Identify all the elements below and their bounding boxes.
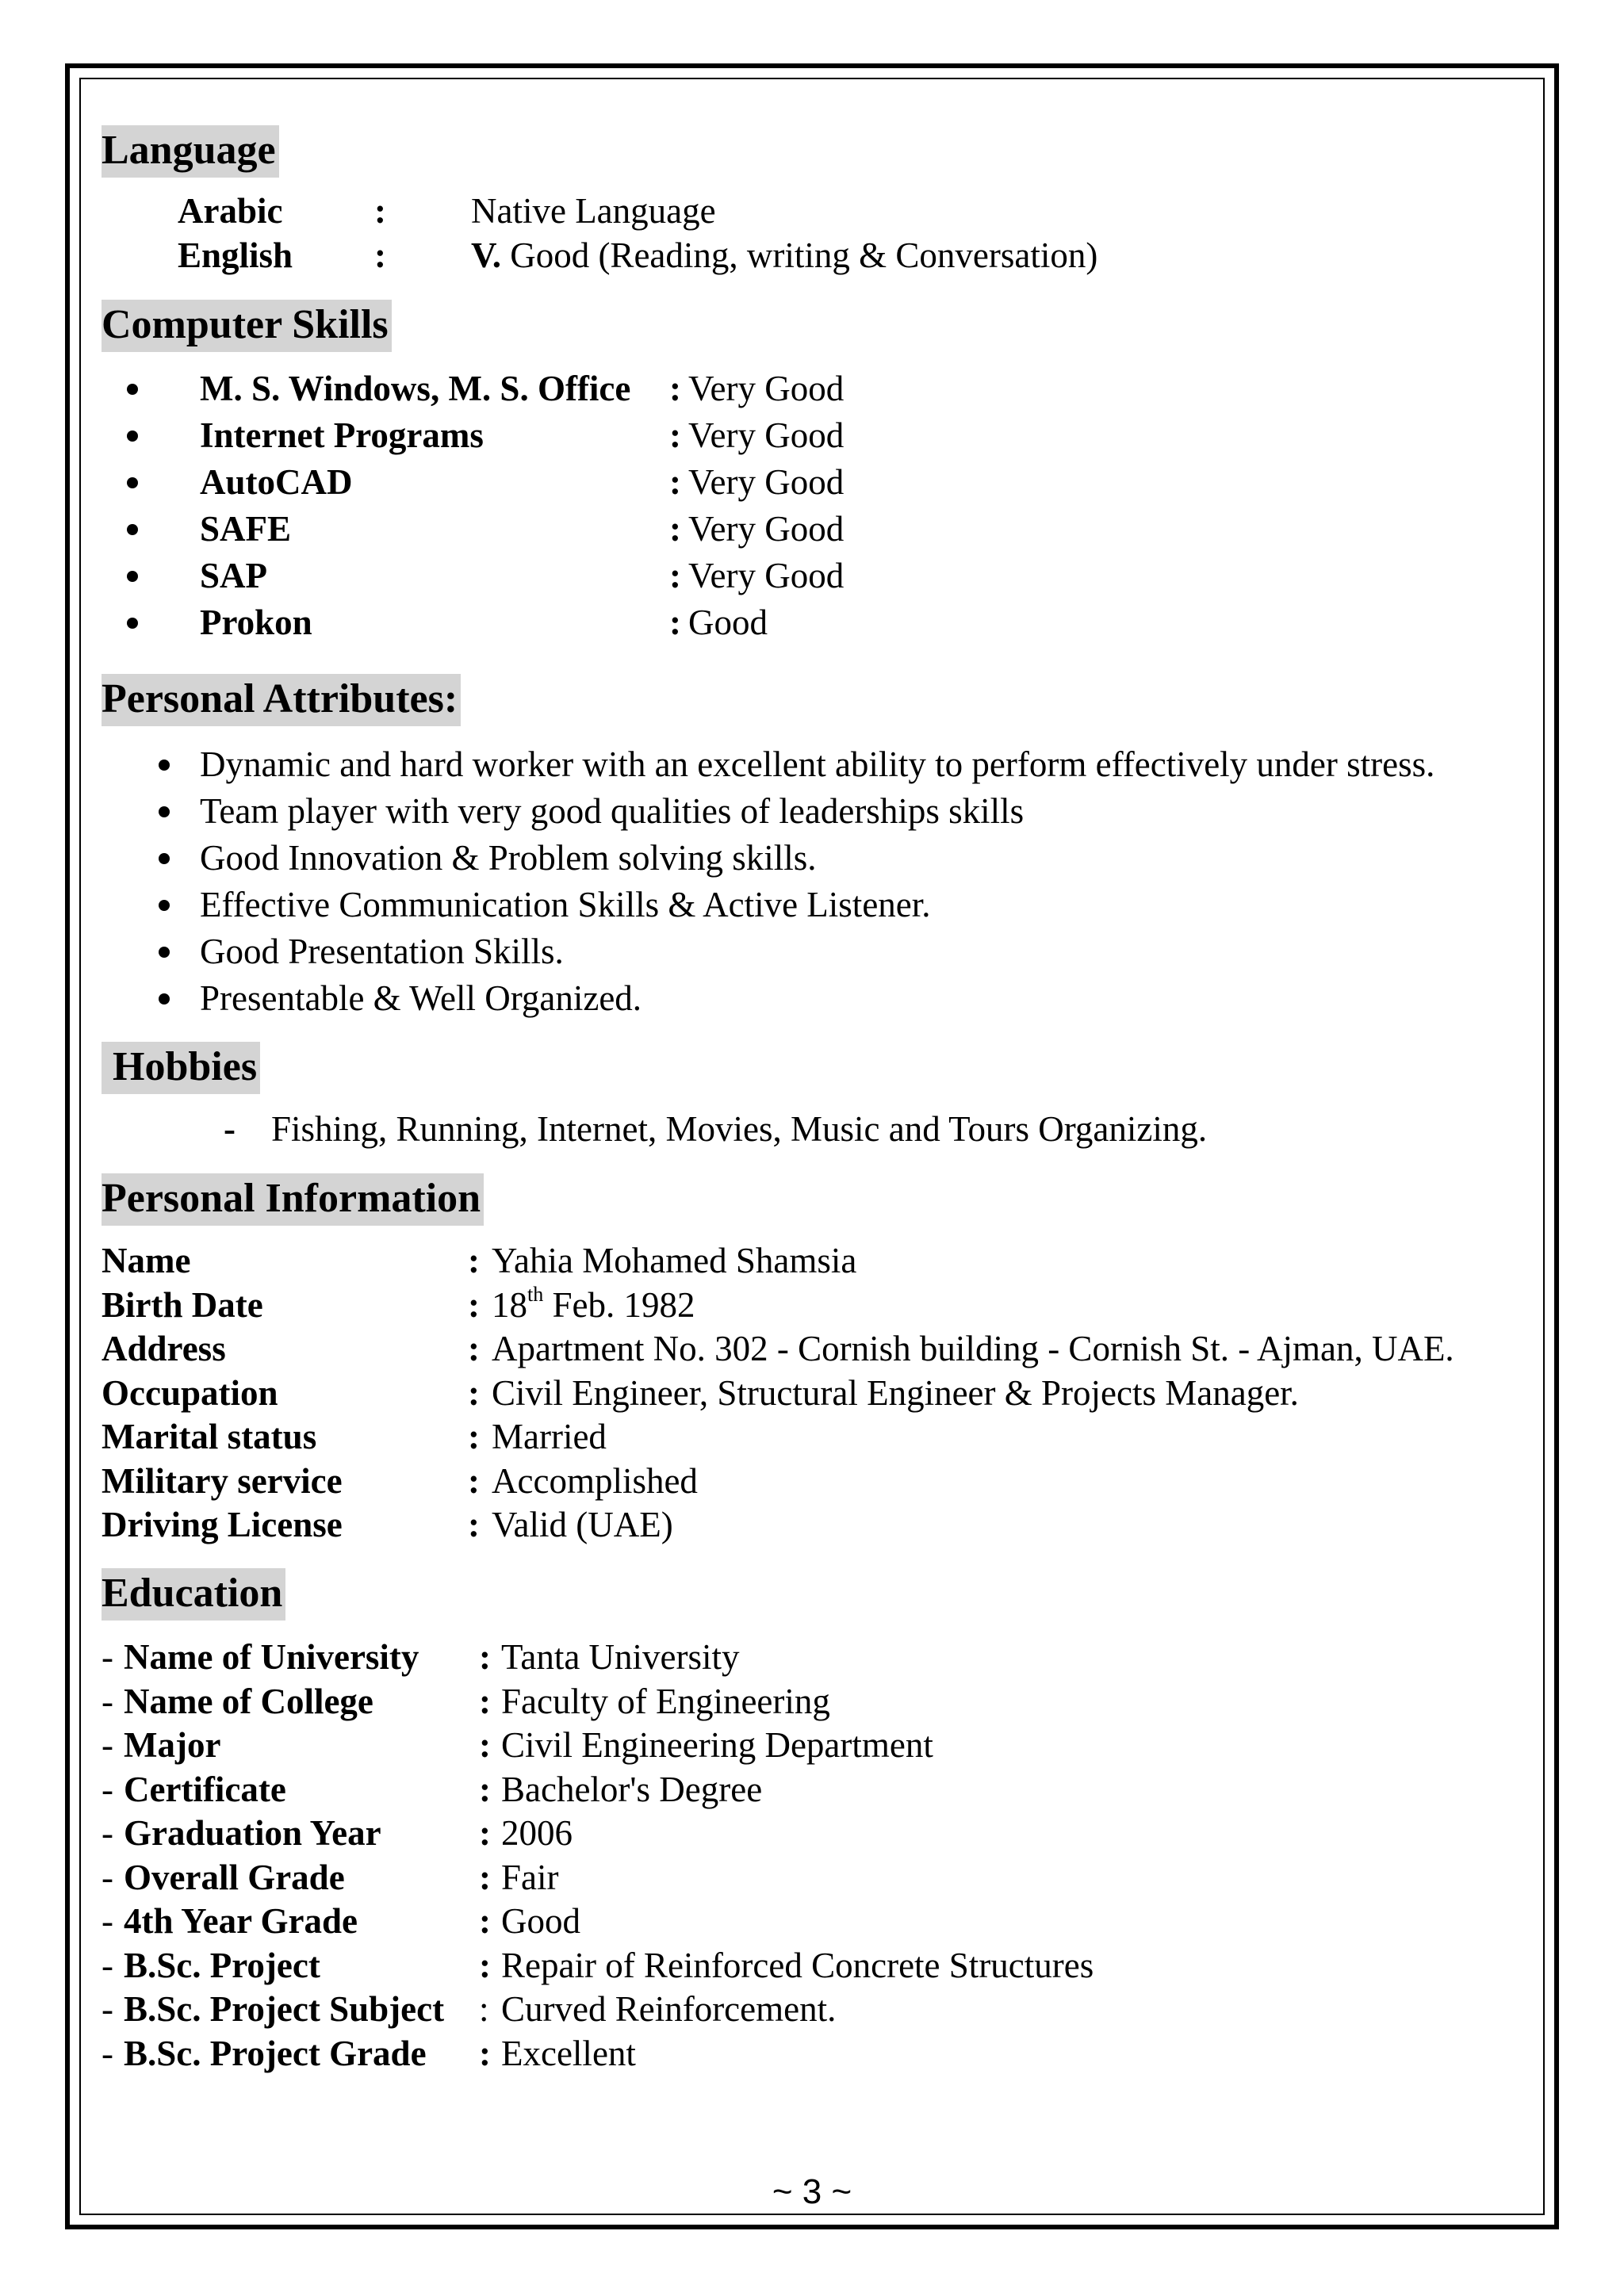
personal-information-heading: Personal Information: [102, 1173, 484, 1226]
info-value: [492, 1372, 1299, 1413]
info-row: [102, 1243, 1529, 1283]
separator: :: [479, 1681, 491, 1721]
attribute-text: Dynamic and hard worker with an excellent ability to perform effectively under stress.: [200, 744, 1435, 784]
skill-row: [102, 605, 1053, 645]
info-row: [102, 1331, 1529, 1371]
education-label: Major: [124, 1725, 221, 1765]
dash-marker: -: [102, 1857, 113, 1897]
separator: :: [468, 1241, 480, 1280]
attribute-item: [102, 744, 1529, 786]
education-row: [102, 1989, 1529, 2031]
attribute-item: [102, 791, 1529, 833]
dash-marker: -: [102, 2033, 113, 2073]
separator: :: [468, 1460, 480, 1501]
info-value: [492, 1460, 698, 1501]
info-value-text: Apartment No. 302 - Cornish building - Cornish St. - Ajman, UAE.: [492, 1329, 1454, 1368]
info-label: Marital status: [102, 1417, 317, 1456]
language-value: Native Language: [471, 191, 716, 231]
education-value: 2006: [501, 1813, 573, 1853]
info-value-text: Accomplished: [492, 1460, 698, 1501]
education-value: Good: [501, 1901, 580, 1941]
skill-row: [102, 511, 1053, 551]
language-label: English: [178, 235, 293, 275]
education-value: Civil Engineering Department: [501, 1725, 933, 1765]
attribute-text: Good Innovation & Problem solving skills.: [200, 838, 817, 878]
separator: :: [669, 556, 681, 595]
language-value: V. Good (Reading, writing & Conversation): [471, 235, 1098, 275]
skill-level: Very Good: [688, 369, 845, 408]
dash-marker: -: [224, 1109, 236, 1149]
info-row: [102, 1460, 1529, 1503]
info-value-day: 18: [492, 1284, 527, 1325]
dash-marker: -: [102, 1637, 113, 1677]
education-label: Overall Grade: [124, 1857, 345, 1897]
education-label: B.Sc. Project: [124, 1945, 320, 1985]
education-row: [102, 2033, 1529, 2076]
separator: :: [479, 1725, 491, 1765]
separator: :: [468, 1329, 480, 1368]
bullet-icon: [127, 571, 138, 582]
separator: :: [468, 1372, 480, 1413]
education-row: [102, 1681, 1529, 1724]
skill-label: Internet Programs: [200, 415, 484, 455]
separator: :: [468, 1417, 480, 1456]
info-value-text: Civil Engineer, Structural Engineer & Projects Manager.: [492, 1372, 1299, 1413]
education-row: [102, 1945, 1529, 1988]
skill-label: AutoCAD: [200, 462, 353, 502]
education-value: Faculty of Engineering: [501, 1681, 830, 1721]
education-value: Excellent: [501, 2033, 636, 2073]
education-heading: Education: [102, 1568, 285, 1621]
dash-marker: -: [102, 1681, 113, 1721]
info-label: Birth Date: [102, 1284, 263, 1325]
bullet-icon: [159, 853, 170, 864]
education-row: [102, 1637, 1529, 1679]
dash-marker: -: [102, 1725, 113, 1765]
bullet-icon: [127, 430, 138, 442]
page-number: ~ 3 ~: [772, 2172, 852, 2211]
separator: :: [479, 1813, 491, 1853]
attribute-item: [102, 934, 1529, 974]
language-label: Arabic: [178, 191, 283, 231]
education-value: Bachelor's Degree: [501, 1769, 763, 1809]
skill-level: Very Good: [688, 509, 845, 549]
info-value: [492, 1331, 1454, 1367]
education-row: [102, 1901, 1529, 1943]
education-label: B.Sc. Project Subject: [124, 1989, 445, 2029]
separator: :: [669, 603, 681, 642]
education-label: 4th Year Grade: [124, 1901, 358, 1941]
bullet-icon: [159, 900, 170, 911]
info-value: [492, 1419, 607, 1455]
education-row: [102, 1813, 1529, 1855]
skill-level: Very Good: [688, 462, 845, 502]
education-label: B.Sc. Project Grade: [124, 2033, 427, 2073]
dash-marker: -: [102, 1989, 113, 2029]
separator: :: [669, 462, 681, 502]
info-label: Driving License: [102, 1505, 343, 1544]
skill-row: [102, 371, 1053, 411]
dash-marker: -: [102, 1901, 113, 1941]
education-label: Graduation Year: [124, 1813, 381, 1853]
separator: :: [374, 191, 386, 231]
separator: :: [374, 235, 386, 275]
skill-row: [102, 558, 1053, 598]
info-label: Address: [102, 1329, 226, 1368]
language-heading: Language: [102, 125, 279, 178]
education-label: Name of College: [124, 1681, 373, 1721]
attribute-item: [102, 887, 1529, 927]
attribute-text: Good Presentation Skills.: [200, 932, 564, 971]
info-value-text: Valid (UAE): [492, 1505, 673, 1544]
info-row: [102, 1507, 1529, 1547]
education-row: [102, 1725, 1529, 1767]
hobbies-text: Fishing, Running, Internet, Movies, Music and Tours Organizing.: [271, 1109, 1208, 1149]
separator: :: [479, 1989, 489, 2029]
info-row: [102, 1419, 1529, 1459]
separator: :: [479, 1857, 491, 1897]
skill-level: Good: [688, 603, 768, 642]
skill-row: [102, 462, 1053, 504]
attribute-text: Team player with very good qualities of leaderships skills: [200, 791, 1025, 831]
bullet-icon: [127, 524, 138, 535]
info-value: [492, 1507, 673, 1543]
attribute-text: Effective Communication Skills & Active Listener.: [200, 885, 931, 924]
dash-marker: -: [102, 1769, 113, 1809]
skill-level: Very Good: [688, 556, 845, 595]
attribute-text: Presentable & Well Organized.: [200, 978, 642, 1018]
bullet-icon: [159, 760, 170, 771]
info-row: [102, 1282, 1529, 1327]
separator: :: [468, 1284, 480, 1325]
dash-marker: -: [102, 1945, 113, 1985]
info-value-text: Married: [492, 1417, 607, 1456]
computer-skills-heading: Computer Skills: [102, 300, 392, 352]
education-row: [102, 1857, 1529, 1900]
bullet-icon: [127, 477, 138, 488]
bullet-icon: [159, 993, 170, 1004]
skill-label: Prokon: [200, 603, 312, 642]
separator: :: [479, 1637, 491, 1677]
education-label: Name of University: [124, 1637, 419, 1677]
education-label: Certificate: [124, 1769, 286, 1809]
personal-attributes-heading: Personal Attributes:: [102, 674, 461, 726]
attribute-item: [102, 840, 1529, 880]
bullet-icon: [159, 947, 170, 958]
separator: :: [669, 369, 681, 408]
skill-label: M. S. Windows, M. S. Office: [200, 369, 631, 408]
hobbies-heading: Hobbies: [102, 1042, 260, 1094]
bullet-icon: [127, 384, 138, 395]
info-value: [492, 1282, 695, 1325]
bullet-icon: [159, 806, 170, 817]
info-value-text: Feb. 1982: [552, 1284, 695, 1325]
info-value-text: Yahia Mohamed Shamsia: [492, 1241, 857, 1280]
skill-label: SAP: [200, 556, 268, 595]
education-value: Fair: [501, 1857, 559, 1897]
separator: :: [479, 2033, 491, 2073]
separator: :: [479, 1901, 491, 1941]
education-value: Curved Reinforcement.: [501, 1989, 837, 2029]
info-label: Name: [102, 1241, 191, 1280]
skill-label: SAFE: [200, 509, 292, 549]
info-row: [102, 1372, 1529, 1415]
separator: :: [669, 415, 681, 455]
dash-marker: -: [102, 1813, 113, 1853]
separator: :: [669, 509, 681, 549]
info-label: Military service: [102, 1460, 343, 1501]
info-label: Occupation: [102, 1372, 278, 1413]
education-value: Tanta University: [501, 1637, 740, 1677]
skill-row: [102, 415, 1053, 457]
separator: :: [479, 1769, 491, 1809]
separator: :: [468, 1505, 480, 1544]
skill-level: Very Good: [688, 415, 845, 455]
info-value-suffix: th: [527, 1282, 544, 1306]
info-value: [492, 1243, 856, 1279]
attribute-item: [102, 978, 1529, 1020]
education-row: [102, 1769, 1529, 1812]
education-value: Repair of Reinforced Concrete Structures: [501, 1945, 1094, 1985]
bullet-icon: [127, 618, 138, 629]
separator: :: [479, 1945, 491, 1985]
